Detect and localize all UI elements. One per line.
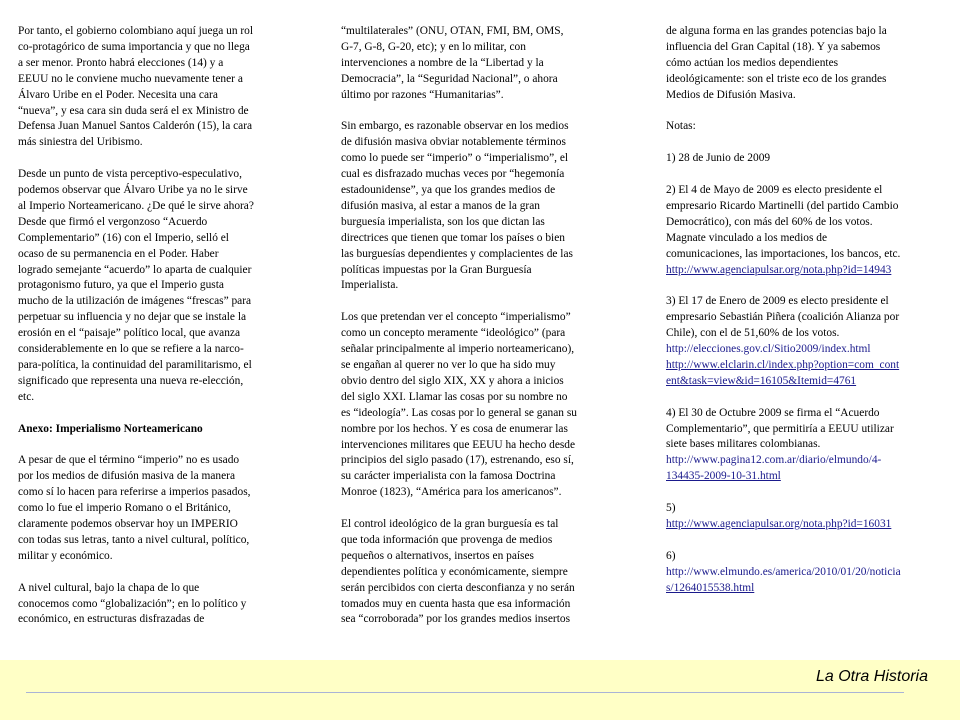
paragraph: A pesar de que el término “imperio” no es usado por los medios de difusión masiva de la manera como sí lo hacen para referirse a imperios pasados, como lo fue el imperio Romano o el Británico, claramente podemos observar hoy un IMPERIO con todas sus letras, tanto a nivel cultural, político, militar y económico.	[18, 454, 251, 562]
note-text: 2) El 4 de Mayo de 2009 es electo presidente el empresario Ricardo Martinelli (del partido Cambio Democrático), con más del 60% de los votos. Magnate vinculado a los medios de comunicaciones, las importaciones, los bancos, etc.	[666, 184, 901, 260]
notes-heading: Notas:	[666, 120, 696, 133]
note-5	[666, 501, 944, 533]
paragraph: “multilaterales” (ONU, OTAN, FMI, BM, OMS, G-7, G-8, G-20, etc); y en lo militar, con intervenciones a nombre de la “Libertad y la Democracia”, la “Seguridad Nacional”, o ahora último por razones “Humanitarias”.	[341, 25, 564, 101]
note-1: 1) 28 de Junio de 2009	[666, 152, 771, 165]
note-number: 5)	[666, 502, 676, 515]
column-1	[18, 24, 298, 644]
note-text: 4) El 30 de Octubre 2009 se firma el “Acuerdo Complementario”, que permitiría a EEUU utilizar siete bases militares colombianas.	[666, 406, 894, 451]
paragraph: Los que pretendan ver el concepto “imperialismo” como un concepto meramente “ideológico” (para señalar principalmente al imperio norteamericano), se engañan al querer no ver lo que ha sido muy obvio dentro del siglo XIX, XX y ahora a inicios del siglo XXI. Llamar las cosas por su nombre no es “ideología”. Las cosas por lo general se ganan su nombre por los hechos. Y es cosa de enumerar las intervenciones militares que EEUU ha hecho desde principios del siglo pasado (17), estrenando, eso sí, su carácter imperialista con la famosa Doctrina Monroe (1823), “América para los americanos”.	[341, 311, 577, 499]
paragraph: A nivel cultural, bajo la chapa de lo que conocemos como “globalización”; en lo político y económico, en estructuras disfrazadas de	[18, 581, 247, 626]
column-2	[341, 24, 613, 644]
note-link[interactable]: 134435-2009-10-31.html	[666, 470, 781, 483]
paragraph: Desde un punto de vista perceptivo-especulativo, podemos observar que Álvaro Uribe ya no le sirve al Imperio Norteamericano. ¿De qué le sirve ahora? Desde que firmó el vergonzoso “Acuerdo Complementario” (16) con el Imperio, selló el ocaso de su permanencia en el Poder. Haber logrado semejante “acuerdo” lo aparta de cualquier protagonismo futuro, ya que el Imperio gusta mucho de la utilización de imágenes “frescas” para perpetuar su influencia y no dejar que se instale la erosión en el “paisaje” político local, que avanza considerablemente en lo que se refiere a la narco- para-política, la continuidad del paramilitarismo, el significado que representa una nueva re-elección, etc.	[18, 168, 254, 403]
note-link[interactable]: http://www.elclarin.cl/index.php?option=com_cont ent&task=view&id=16105&Itemid=4761	[666, 358, 900, 387]
paragraph: de alguna forma en las grandes potencias bajo la influencia del Gran Capital (18). Y ya sabemos cómo actúan los medios dependientes ideológicamente: son el triste eco de los grandes Medios de Difusión Masiva.	[666, 25, 887, 101]
note-link[interactable]: http://www.agenciapulsar.org/nota.php?id=14943	[666, 263, 892, 276]
note-3	[666, 294, 944, 389]
note-link[interactable]: s/1264015538.html	[666, 581, 755, 594]
note-2	[666, 183, 944, 278]
note-number: 6)	[666, 549, 676, 562]
paragraph: Sin embargo, es razonable observar en los medios de difusión masiva obviar notablemente términos como lo puede ser “imperio” o “imperialismo”, el cual es disfrazado muchas veces por “hegemonía estadounidense”, ya que los grandes medios de difusión masiva, al estar a manos de la gran burguesía imperialista, son los que dictan las directrices que tienen que tomar los países o bien las burguesías dependientes y complacientes de las políticas impuestas por la Gran Burguesía Imperialista.	[341, 120, 573, 292]
note-url[interactable]: http://www.pagina12.com.ar/diario/elmundo/4-	[666, 454, 882, 467]
note-url[interactable]: http://elecciones.gov.cl/Sitio2009/index.html	[666, 343, 871, 356]
note-url[interactable]: http://www.elmundo.es/america/2010/01/20/noticia	[666, 565, 901, 578]
section-title: Anexo: Imperialismo Norteamericano	[18, 422, 203, 435]
column-3	[666, 24, 944, 612]
footer-divider	[26, 692, 904, 693]
paragraph: Por tanto, el gobierno colombiano aquí juega un rol co-protagórico de suma importancia y que no llega a ser menor. Pronto habrá elecciones (14) y a EEUU no le conviene mucho nuevamente tener a Álvaro Uribe en el Poder. Necesita una cara “nueva”, y esa cara sin duda será el ex Ministro de Defensa Juan Manuel Santos Calderón (15), la cara más siniestra del Uribismo.	[18, 25, 254, 149]
note-6	[666, 549, 944, 597]
note-text: 3) El 17 de Enero de 2009 es electo presidente el empresario Sebastián Piñera (coalición Alianza por Chile), con el de 51,60% de los votos.	[666, 295, 900, 340]
note-link[interactable]: http://www.agenciapulsar.org/nota.php?id=16031	[666, 518, 892, 530]
footer-brand: La Otra Historia	[815, 668, 928, 685]
note-4	[666, 406, 944, 486]
paragraph: El control ideológico de la gran burguesía es tal que toda información que provenga de medios pequeños o alternativos, insertos en países dependientes política y económicamente, siempre serán percibidos con cierta desconfianza y no serán tomados muy en cuenta hasta que esa información sea “corroborada” por los grandes medios insertos	[341, 518, 575, 626]
